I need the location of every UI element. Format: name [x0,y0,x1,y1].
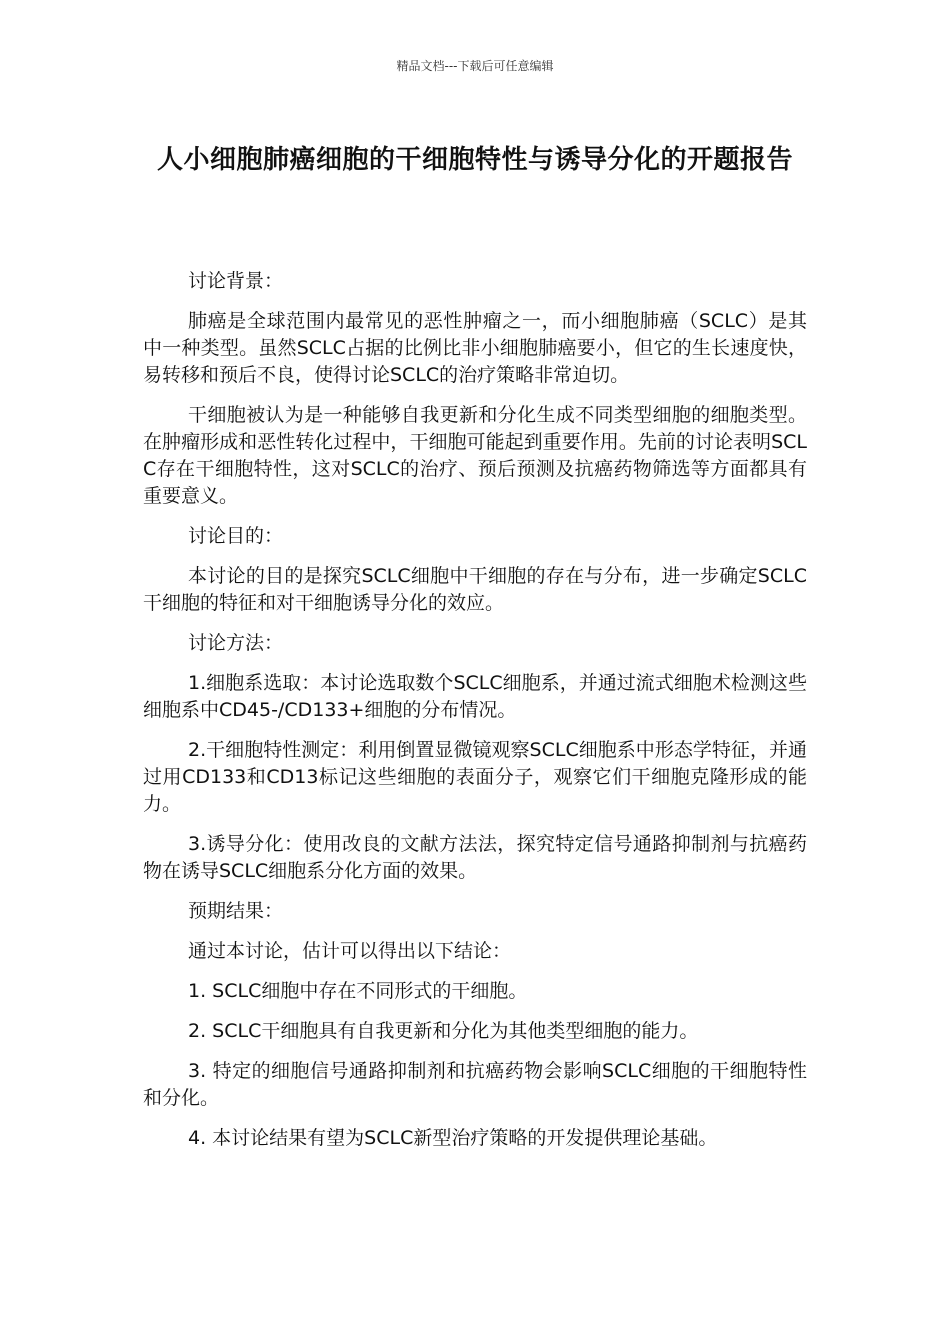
header-note: 精品文档---下载后可任意编辑 [396,59,554,73]
paragraph-background-2: 干细胞被认为是一种能够自我更新和分化生成不同类型细胞的细胞类型。在肿瘤形成和恶性转化过程中，干细胞可能起到重要作用。先前的讨论表明SCLC存在干细胞特性，这对SCLC的治疗、预后预测及抗癌药物筛选等方面都具有重要意义。 [143,404,807,507]
document-body [143,268,807,1165]
document-title: 人小细胞肺癌细胞的干细胞特性与诱导分化的开题报告 [156,145,793,175]
section-heading-background: 讨论背景： [188,270,284,292]
method-item-1: 1.细胞系选取：本讨论选取数个SCLC细胞系，并通过流式细胞术检测这些细胞系中CD45-/CD133+细胞的分布情况。 [143,672,807,721]
result-item-2: 2. SCLC干细胞具有自我更新和分化为其他类型细胞的能力。 [188,1020,699,1042]
result-item-4: 4. 本讨论结果有望为SCLC新型治疗策略的开发提供理论基础。 [188,1127,718,1149]
method-item-2: 2.干细胞特性测定：利用倒置显微镜观察SCLC细胞系中形态学特征，并通过用CD133和CD13标记这些细胞的表面分子，观察它们干细胞克隆形成的能力。 [143,739,807,815]
section-heading-results: 预期结果： [188,900,284,922]
section-heading-methods: 讨论方法： [188,632,284,654]
result-item-3: 3. 特定的细胞信号通路抑制剂和抗癌药物会影响SCLC细胞的干细胞特性和分化。 [143,1060,807,1109]
section-heading-purpose: 讨论目的： [188,525,284,547]
paragraph-results-intro: 通过本讨论，估计可以得出以下结论： [188,940,512,962]
paragraph-purpose: 本讨论的目的是探究SCLC细胞中干细胞的存在与分布，进一步确定SCLC干细胞的特征和对干细胞诱导分化的效应。 [143,565,807,614]
paragraph-background-1: 肺癌是全球范围内最常见的恶性肿瘤之一，而小细胞肺癌（SCLC）是其中一种类型。虽然SCLC占据的比例比非小细胞肺癌要小，但它的生长速度快，易转移和预后不良，使得讨论SCLC的治疗策略非常迫切。 [143,310,807,386]
method-item-3: 3.诱导分化：使用改良的文献方法法，探究特定信号通路抑制剂与抗癌药物在诱导SCLC细胞系分化方面的效果。 [143,833,807,882]
result-item-1: 1. SCLC细胞中存在不同形式的干细胞。 [188,980,528,1002]
